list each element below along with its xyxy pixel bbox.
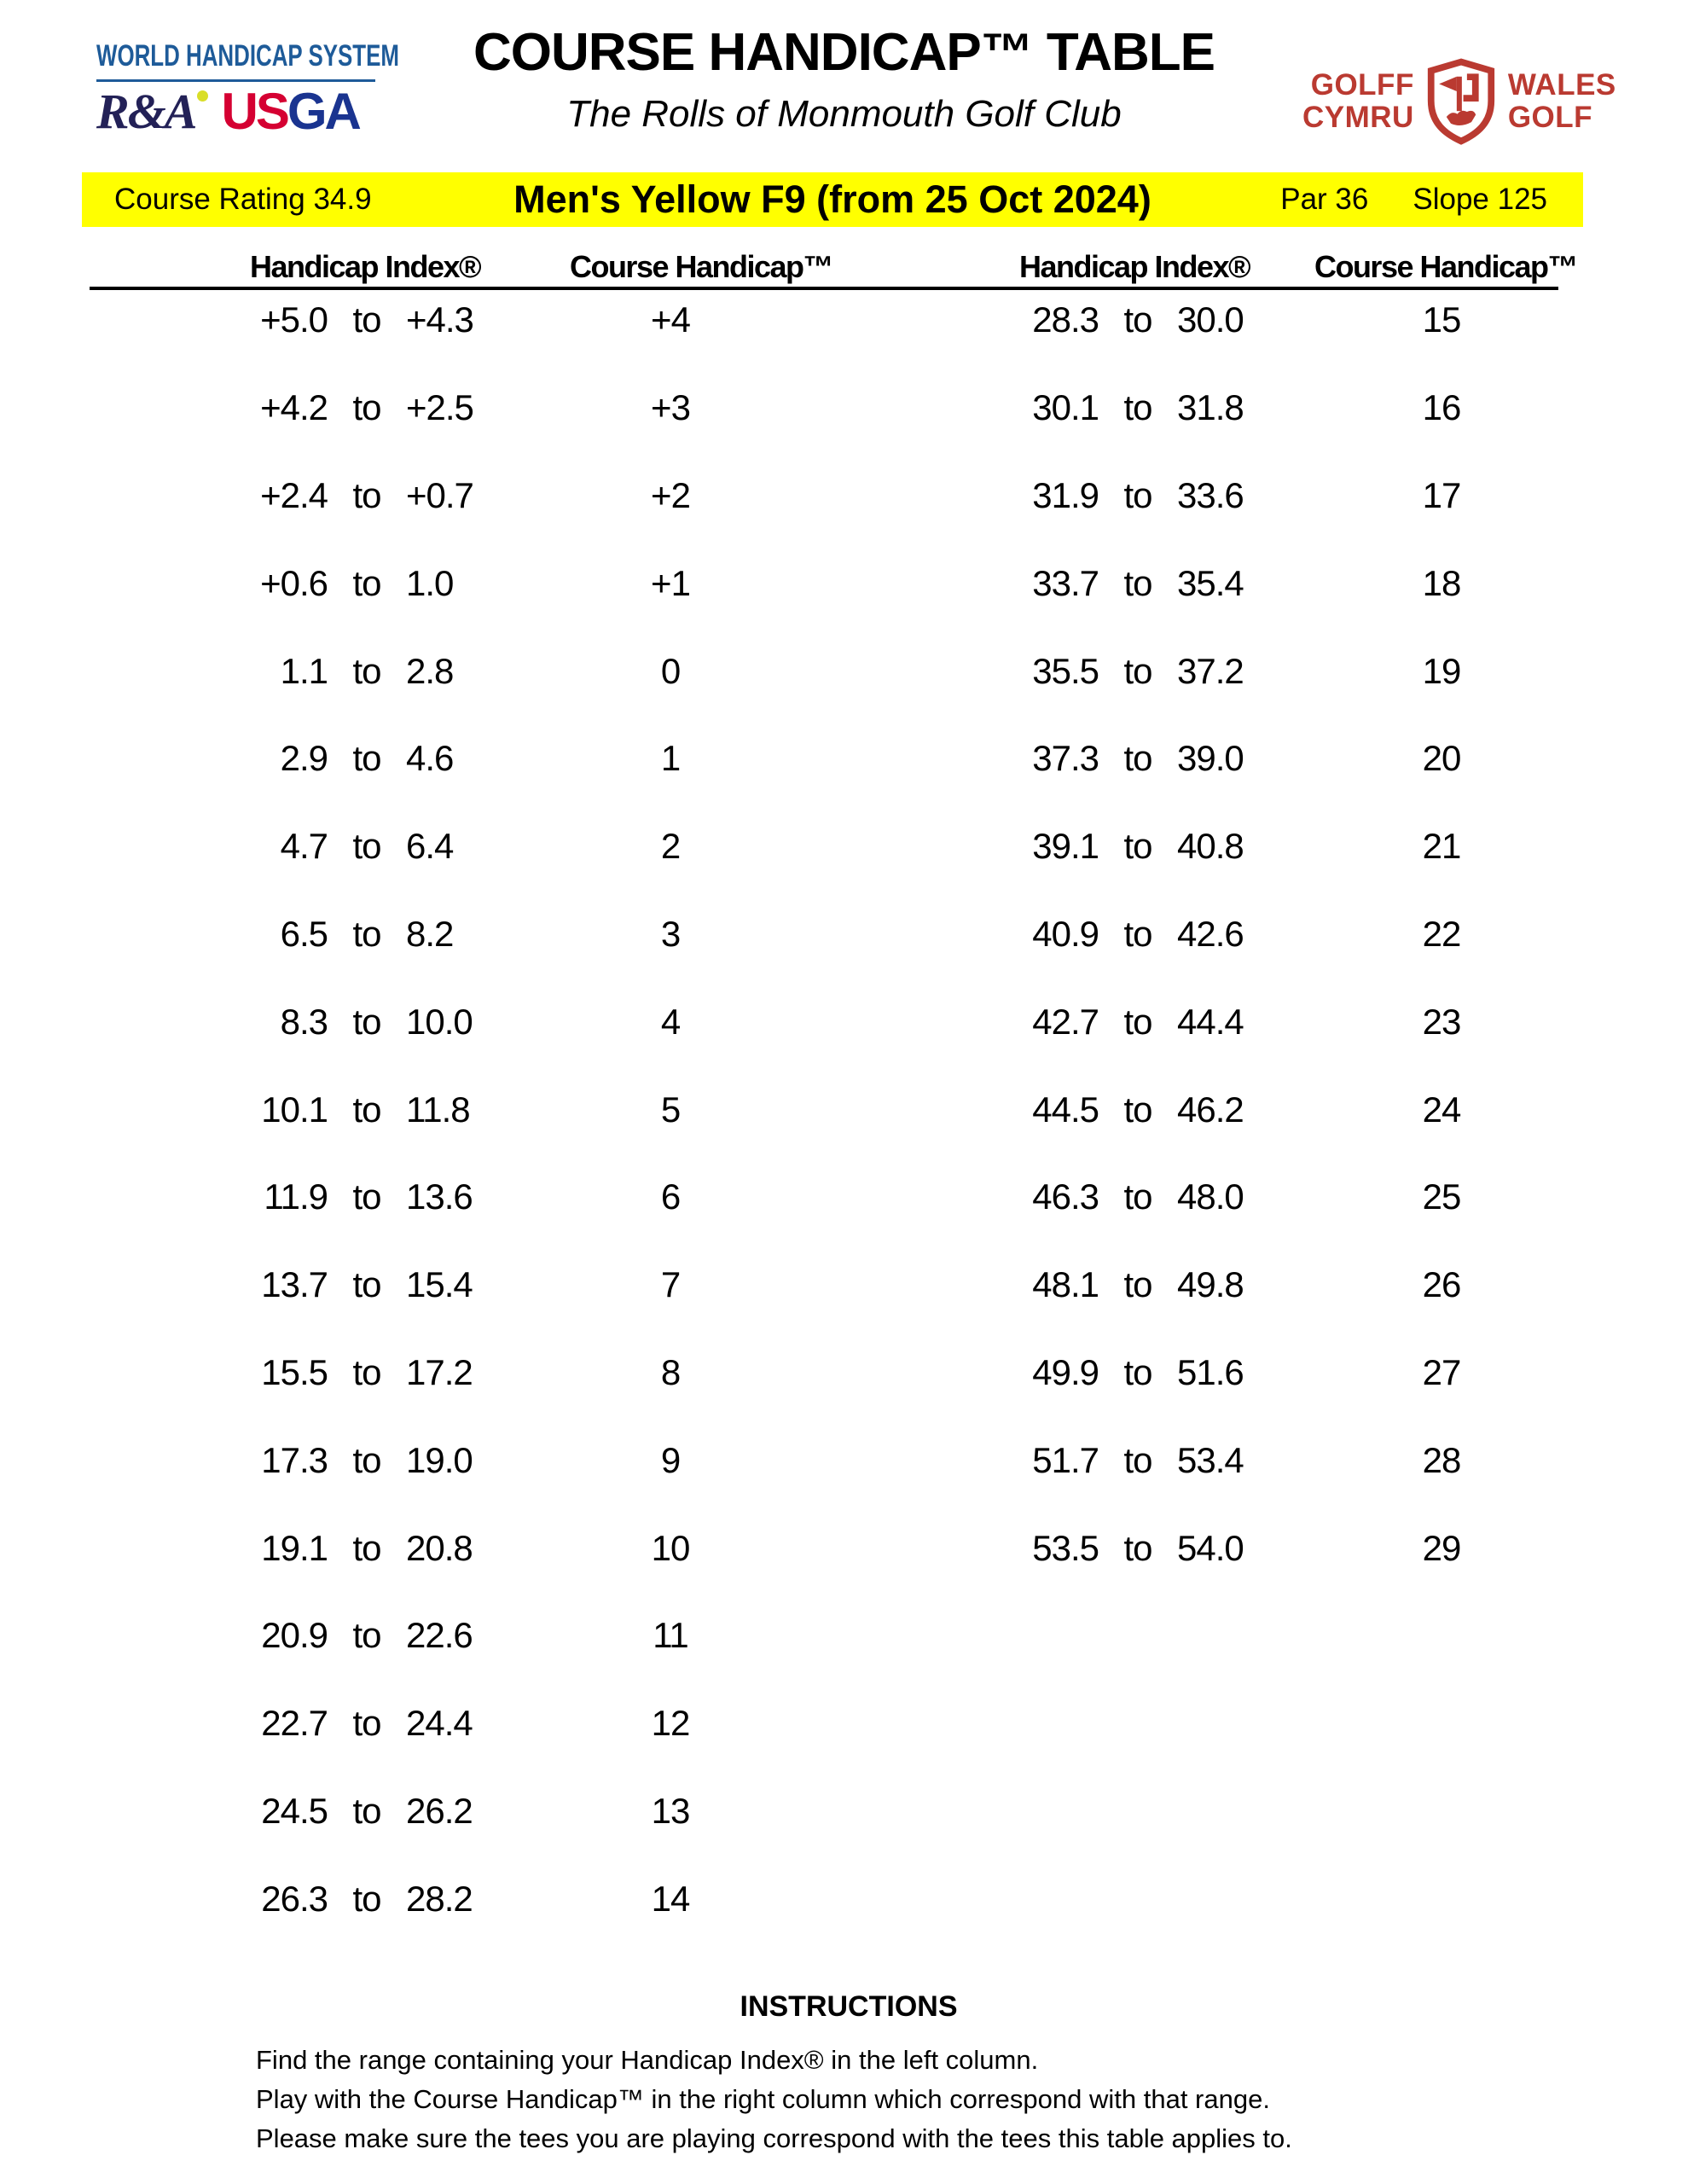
course-handicap-value: +3 (651, 387, 690, 428)
range-high-value: 20.8 (406, 1527, 473, 1568)
range-to-label: to (352, 1703, 381, 1744)
range-low-value: 51.7 (1032, 1439, 1099, 1480)
range-low-value: 53.5 (1032, 1527, 1099, 1568)
course-handicap-value: 22 (1422, 913, 1461, 954)
range-to-label: to (352, 1351, 381, 1392)
range-to-label: to (352, 913, 381, 954)
handicap-index-range (971, 364, 1305, 452)
page-title: COURSE HANDICAP™ TABLE (473, 23, 1215, 82)
range-low-value: 40.9 (1032, 913, 1099, 954)
club-name-subtitle: The Rolls of Monmouth Golf Club (566, 93, 1122, 135)
handicap-index-range (971, 1504, 1305, 1592)
range-low-value: +4.2 (260, 387, 328, 428)
range-high-value: 35.4 (1177, 562, 1244, 603)
course-handicap-value: 6 (660, 1176, 681, 1217)
handicap-index-column-left (200, 276, 534, 1943)
course-handicap-value: 0 (660, 650, 681, 691)
handicap-index-range (971, 891, 1305, 979)
course-handicap-value: 11 (653, 1615, 688, 1656)
course-handicap-value: +2 (651, 474, 690, 515)
handicap-index-range (971, 452, 1305, 540)
range-to-label: to (1123, 1351, 1152, 1392)
range-low-value: 22.7 (261, 1703, 328, 1744)
range-to-label: to (352, 562, 381, 603)
range-to-label: to (352, 1615, 381, 1656)
course-handicap-value: 15 (1422, 299, 1461, 340)
range-high-value: 17.2 (406, 1351, 473, 1392)
wales-golf-cymru-label: CYMRU (1302, 101, 1414, 134)
wales-golf-shield-icon (1424, 58, 1498, 145)
wales-golf-logo-welsh-text (1302, 69, 1414, 134)
range-to-label: to (352, 299, 381, 340)
range-to-label: to (1123, 650, 1152, 691)
range-to-label: to (1123, 1176, 1152, 1217)
handicap-index-range (200, 803, 534, 891)
handicap-index-range (971, 1329, 1305, 1417)
range-high-value: 54.0 (1177, 1527, 1244, 1568)
range-low-value: 17.3 (261, 1439, 328, 1480)
handicap-index-range (200, 978, 534, 1066)
range-high-value: 46.2 (1177, 1089, 1244, 1130)
handicap-index-range (200, 1855, 534, 1943)
range-high-value: 53.4 (1177, 1439, 1244, 1480)
range-to-label: to (352, 1176, 381, 1217)
instructions-line: Find the range containing your Handicap Index® in the left column. (256, 2045, 1039, 2075)
tee-title-label: Men's Yellow F9 (from 25 Oct 2024) (513, 177, 1151, 221)
handicap-index-range (971, 1416, 1305, 1504)
course-handicap-value: 10 (651, 1527, 690, 1568)
course-handicap-value: 24 (1422, 1089, 1461, 1130)
course-handicap-value: 4 (660, 1001, 681, 1042)
instructions-section (256, 1990, 1441, 2158)
par-label: Par 36 (1280, 183, 1369, 216)
course-handicap-value: 27 (1422, 1351, 1461, 1392)
course-handicap-value: 2 (660, 826, 681, 867)
course-handicap-value: 26 (1422, 1264, 1461, 1305)
handicap-index-range (200, 1066, 534, 1153)
range-to-label: to (1123, 1439, 1152, 1480)
range-low-value: 13.7 (261, 1264, 328, 1305)
range-low-value: 39.1 (1032, 826, 1099, 867)
range-to-label: to (352, 1089, 381, 1130)
range-low-value: 46.3 (1032, 1176, 1099, 1217)
course-handicap-value: 18 (1422, 562, 1461, 603)
range-to-label: to (1123, 1264, 1152, 1305)
range-to-label: to (352, 1790, 381, 1831)
range-high-value: 6.4 (406, 826, 454, 867)
course-handicap-value: 3 (660, 913, 681, 954)
usga-logo-ga: GA (287, 83, 359, 140)
range-high-value: 39.0 (1177, 738, 1244, 779)
range-high-value: 37.2 (1177, 650, 1244, 691)
range-high-value: +0.7 (406, 474, 473, 515)
range-high-value: +2.5 (406, 387, 473, 428)
course-handicap-value: 28 (1422, 1439, 1461, 1480)
course-handicap-value: 7 (660, 1264, 681, 1305)
usga-logo-us: US (221, 83, 287, 140)
randa-logo-text: R&A (96, 84, 196, 139)
range-to-label: to (1123, 1001, 1152, 1042)
handicap-index-header-left: Handicap Index® (249, 249, 481, 284)
range-to-label: to (352, 650, 381, 691)
handicap-index-range (971, 1241, 1305, 1329)
course-handicap-value: 13 (651, 1790, 690, 1831)
range-low-value: 42.7 (1032, 1001, 1099, 1042)
course-handicap-value: 29 (1422, 1527, 1461, 1568)
range-low-value: 44.5 (1032, 1089, 1099, 1130)
range-high-value: 8.2 (406, 913, 454, 954)
range-low-value: 33.7 (1032, 562, 1099, 603)
range-high-value: 13.6 (406, 1176, 473, 1217)
course-handicap-column-right (1356, 276, 1527, 1592)
course-handicap-column-left (585, 276, 756, 1943)
range-low-value: 31.9 (1032, 474, 1099, 515)
range-to-label: to (352, 1878, 381, 1919)
range-low-value: 37.3 (1032, 738, 1099, 779)
range-low-value: 26.3 (261, 1878, 328, 1919)
range-low-value: +5.0 (260, 299, 328, 340)
range-low-value: 10.1 (261, 1089, 328, 1130)
handicap-index-range (200, 276, 534, 364)
range-high-value: 15.4 (406, 1264, 473, 1305)
range-high-value: 31.8 (1177, 387, 1244, 428)
course-handicap-value: 9 (660, 1439, 681, 1480)
range-low-value: 2.9 (280, 738, 328, 779)
course-handicap-header-right: Course Handicap™ (1314, 249, 1578, 284)
handicap-index-column-right (971, 276, 1305, 1592)
course-handicap-value: 1 (660, 738, 681, 779)
range-high-value: 51.6 (1177, 1351, 1244, 1392)
handicap-index-range (971, 715, 1305, 803)
course-handicap-value: 20 (1422, 738, 1461, 779)
handicap-index-range (200, 1416, 534, 1504)
range-high-value: 10.0 (406, 1001, 473, 1042)
instructions-line: Play with the Course Handicap™ in the right column which correspond with that range. (256, 2084, 1270, 2114)
course-handicap-header-left: Course Handicap™ (569, 249, 833, 284)
range-to-label: to (1123, 562, 1152, 603)
range-low-value: 11.9 (264, 1176, 328, 1217)
course-handicap-value: 12 (651, 1703, 690, 1744)
range-to-label: to (352, 738, 381, 779)
range-high-value: 24.4 (406, 1703, 473, 1744)
course-handicap-value: 25 (1422, 1176, 1461, 1217)
wales-golf-golff-label: GOLFF (1310, 68, 1414, 102)
range-low-value: 6.5 (280, 913, 328, 954)
range-to-label: to (1123, 913, 1152, 954)
range-high-value: 44.4 (1177, 1001, 1244, 1042)
range-high-value: 11.8 (406, 1089, 470, 1130)
handicap-index-range (971, 978, 1305, 1066)
range-to-label: to (1123, 738, 1152, 779)
handicap-index-range (200, 1329, 534, 1417)
handicap-index-range (200, 364, 534, 452)
course-handicap-value: 5 (660, 1089, 681, 1130)
handicap-index-range (971, 1153, 1305, 1241)
handicap-index-range (200, 627, 534, 715)
range-high-value: 26.2 (406, 1790, 473, 1831)
range-high-value: 4.6 (406, 738, 454, 779)
course-handicap-value: 23 (1422, 1001, 1461, 1042)
range-high-value: 49.8 (1177, 1264, 1244, 1305)
wales-golf-wales-label: WALES (1507, 68, 1616, 102)
rating-banner (82, 172, 1583, 227)
course-handicap-value: 16 (1422, 387, 1461, 428)
range-high-value: +4.3 (406, 299, 473, 340)
slope-label: Slope 125 (1412, 183, 1547, 216)
course-handicap-value: 8 (660, 1351, 681, 1392)
handicap-index-range (971, 539, 1305, 627)
range-to-label: to (352, 1264, 381, 1305)
range-low-value: 1.1 (280, 650, 328, 691)
handicap-index-range (200, 1504, 534, 1592)
range-low-value: +0.6 (260, 562, 328, 603)
range-low-value: 15.5 (261, 1351, 328, 1392)
instructions-heading: INSTRUCTIONS (740, 1990, 958, 2023)
instructions-line: Please make sure the tees you are playing correspond with the tees this table applies to. (256, 2123, 1292, 2153)
range-to-label: to (352, 1439, 381, 1480)
range-to-label: to (1123, 826, 1152, 867)
range-to-label: to (1123, 387, 1152, 428)
wales-golf-logo (1302, 58, 1616, 145)
range-high-value: 40.8 (1177, 826, 1244, 867)
range-low-value: 24.5 (261, 1790, 328, 1831)
course-handicap-value: 17 (1422, 474, 1461, 515)
handicap-index-range (200, 452, 534, 540)
par-slope-group (1280, 172, 1547, 227)
handicap-index-range (200, 1592, 534, 1680)
range-low-value: +2.4 (260, 474, 328, 515)
range-to-label: to (1123, 1527, 1152, 1568)
range-low-value: 49.9 (1032, 1351, 1099, 1392)
handicap-index-range (971, 1066, 1305, 1153)
range-low-value: 20.9 (261, 1615, 328, 1656)
range-to-label: to (1123, 299, 1152, 340)
range-high-value: 2.8 (406, 650, 454, 691)
handicap-index-range (971, 627, 1305, 715)
range-to-label: to (1123, 474, 1152, 515)
course-handicap-value: 21 (1422, 826, 1461, 867)
wales-golf-logo-english-text (1508, 69, 1616, 134)
handicap-index-range (200, 1153, 534, 1241)
handicap-index-range (200, 1680, 534, 1768)
range-low-value: 48.1 (1032, 1264, 1099, 1305)
whs-logo-title: WORLD HANDICAP SYSTEM (96, 39, 399, 73)
range-to-label: to (1123, 1089, 1152, 1130)
range-high-value: 19.0 (406, 1439, 473, 1480)
handicap-index-range (200, 715, 534, 803)
handicap-index-range (200, 1241, 534, 1329)
course-handicap-value: +4 (651, 299, 690, 340)
handicap-index-range (971, 803, 1305, 891)
range-low-value: 4.7 (280, 826, 328, 867)
range-high-value: 30.0 (1177, 299, 1244, 340)
course-handicap-value: 19 (1422, 650, 1461, 691)
range-low-value: 8.3 (280, 1001, 328, 1042)
range-high-value: 48.0 (1177, 1176, 1244, 1217)
handicap-index-range (200, 891, 534, 979)
range-high-value: 33.6 (1177, 474, 1244, 515)
range-high-value: 22.6 (406, 1615, 473, 1656)
range-to-label: to (352, 826, 381, 867)
range-to-label: to (352, 387, 381, 428)
handicap-index-range (200, 539, 534, 627)
range-high-value: 28.2 (406, 1878, 473, 1919)
range-high-value: 1.0 (406, 562, 454, 603)
handicap-index-range (200, 1768, 534, 1856)
course-rating-label: Course Rating 34.9 (114, 183, 372, 216)
handicap-index-header-right: Handicap Index® (1018, 249, 1250, 284)
range-low-value: 19.1 (261, 1527, 328, 1568)
range-to-label: to (352, 474, 381, 515)
handicap-index-range (971, 276, 1305, 364)
range-low-value: 28.3 (1032, 299, 1099, 340)
range-to-label: to (352, 1001, 381, 1042)
range-low-value: 35.5 (1032, 650, 1099, 691)
course-handicap-value: 14 (651, 1878, 690, 1919)
course-handicap-value: +1 (651, 562, 690, 603)
range-to-label: to (352, 1527, 381, 1568)
range-high-value: 42.6 (1177, 913, 1244, 954)
range-low-value: 30.1 (1032, 387, 1099, 428)
wales-golf-golf-label: GOLF (1507, 101, 1593, 134)
